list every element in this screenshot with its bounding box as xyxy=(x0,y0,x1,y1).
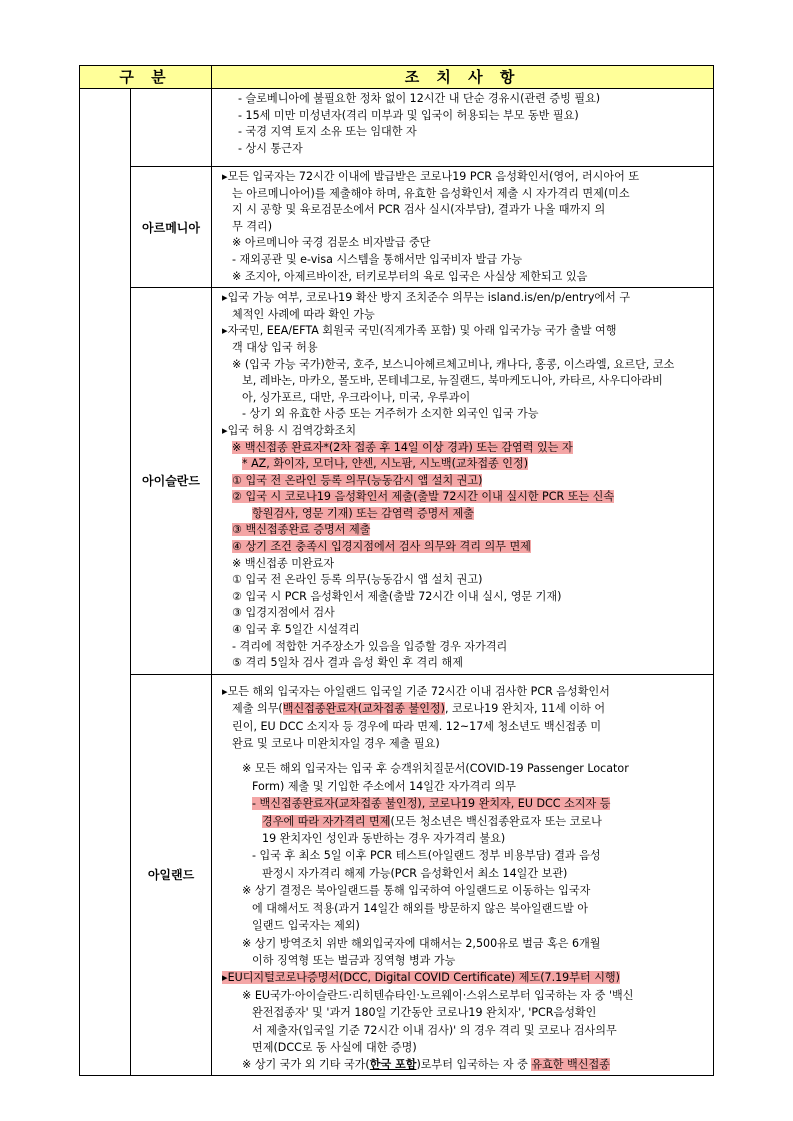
text-line: ▸모든 입국자는 72시간 이내에 발급받은 코로나19 PCR 음성확인서(영어, 러시아어 또 xyxy=(222,170,640,183)
text-line: 경우에 따라 자가격리 면제(모든 청소년은 백신접종완료자 또는 코로나 xyxy=(262,814,602,828)
text-line: ▸입국 허용 시 검역강화조치 xyxy=(222,423,357,437)
text-line: 이하 징역형 또는 벌금과 징역형 병과 가능 xyxy=(252,953,456,967)
highlighted-line: 항원검사, 영문 기재) 또는 감염력 증명서 제출 xyxy=(252,506,474,520)
highlighted-text: 백신접종완료자(교차접종 불인정) xyxy=(282,702,445,716)
highlighted-line: ② 입국 시 코로나19 음성확인서 제출(출발 72시간 이내 실시한 PCR 또는 신속 xyxy=(232,490,615,504)
highlighted-line: ④ 상기 조건 충족시 입경지점에서 검사 의무와 격리 의무 면제 xyxy=(232,540,531,554)
table-row xyxy=(80,167,714,288)
text-line: 완료 및 코로나 미완치자일 경우 제출 필요) xyxy=(232,737,440,751)
text-line: 무 격리) xyxy=(232,219,273,233)
text-line: ※ 상기 방역조치 위반 해외입국자에 대해서는 2,500유로 벌금 혹은 6개월 xyxy=(242,936,601,950)
measures-table xyxy=(79,65,714,1076)
measures-cell xyxy=(212,674,714,1075)
country-cell xyxy=(131,89,212,167)
highlighted-line: * AZ, 화이자, 모더나, 얀센, 시노팜, 시노백(교차접종 인정) xyxy=(242,457,529,471)
text-line: ※ 아르메니아 국경 검문소 비자발급 중단 xyxy=(232,236,431,250)
highlighted-text: 유효한 백신접종 xyxy=(531,1058,610,1072)
text-line: - 상시 통근자 xyxy=(238,141,303,155)
text-line: - 입국 후 최소 5일 이후 PCR 테스트(아일랜드 정부 비용부담) 결과 음성 xyxy=(252,849,601,863)
highlighted-line: ▸EU디지털코로나증명서(DCC, Digital COVID Certificate) 제도(7.19부터 시행) xyxy=(222,971,620,985)
text-line: 객 대상 입국 허용 xyxy=(232,340,318,354)
text-line: 완전접종자' 및 '과거 180일 기간동안 코로나19 완치자', 'PCR음성확인 xyxy=(252,1006,597,1020)
table-header xyxy=(80,66,714,89)
text-line: 는 아르메니아어)를 제출해야 하며, 유효한 음성확인서 제출 시 자가격리 면제(미소 xyxy=(232,186,630,200)
text-line: ▸모든 해외 입국자는 아일랜드 입국일 기준 72시간 이내 검사한 PCR 음성확인서 xyxy=(222,684,610,698)
text-line: 지 시 공항 및 육로검문소에서 PCR 검사 실시(자부담), 결과가 나올 때까지 의 xyxy=(232,203,606,217)
text-line: - 상기 외 유효한 사증 또는 거주허가 소지한 외국인 입국 가능 xyxy=(242,407,539,421)
text-line: - 재외공관 및 e-visa 시스템을 통해서만 입국비자 발급 가능 xyxy=(232,252,523,266)
header-category: 구 분 xyxy=(80,66,212,89)
text-line: 보, 레바논, 마카오, 몰도바, 몬테네그로, 뉴질랜드, 북마케도니아, 카타르, 사우디아라비 xyxy=(242,374,663,388)
highlighted-line: ③ 백신접종완료 증명서 제출 xyxy=(232,523,371,537)
text-line: 린이, EU DCC 소지자 등 경우에 따라 면제. 12~17세 청소년도 백신접종 미 xyxy=(232,719,602,733)
country-cell: 아일랜드 xyxy=(131,674,212,1075)
text-line: 제출 의무(백신접종완료자(교차접종 불인정), 코로나19 완치자, 11세 이하 어 xyxy=(232,702,606,716)
text-line: ※ 상기 국가 외 기타 국가(한국 포함)로부터 입국하는 자 중 유효한 백신접종 xyxy=(242,1058,610,1072)
text-line: ▸입국 가능 여부, 코로나19 확산 방지 조치준수 의무는 island.is/en/p/entry에서 구 xyxy=(222,291,631,305)
text-line: ※ (입국 가능 국가)한국, 호주, 보스니아헤르체고비나, 캐나다, 홍콩, 이스라엘, 요르단, 코소 xyxy=(232,357,675,371)
header-measures: 조 치 사 항 xyxy=(212,66,714,89)
text-line: 19 완치자인 성인과 동반하는 경우 자가격리 불요) xyxy=(262,832,506,846)
table-row xyxy=(80,89,714,167)
text-line: ② 입국 시 PCR 음성확인서 제출(출발 72시간 이내 실시, 영문 기재) xyxy=(232,589,562,603)
table-row xyxy=(80,674,714,1075)
text-line: ※ EU국가·아이슬란드·리히텐슈타인·노르웨이·스위스로부터 입국하는 자 중 '백신 xyxy=(242,988,634,1002)
country-cell: 아이슬란드 xyxy=(131,288,212,675)
text-line: 면제(DCC로 동 사실에 대한 증명) xyxy=(252,1040,417,1054)
text-line: 판정시 자가격리 해제 가능(PCR 음성확인서 최소 14일간 보관) xyxy=(262,866,568,880)
region-cell xyxy=(80,89,131,1076)
text-line: ※ 상기 결정은 북아일랜드를 통해 입국하여 아일랜드로 이동하는 입국자 xyxy=(242,884,591,898)
highlighted-line: ※ 백신접종 완료자*(2차 접종 후 14일 이상 경과) 또는 감염력 있는 자 xyxy=(232,440,573,454)
text-line: 일랜드 입국자는 제외) xyxy=(252,919,360,933)
text-line: ④ 입국 후 5일간 시설격리 xyxy=(232,623,360,637)
text-line: ※ 백신접종 미완료자 xyxy=(232,556,335,570)
text-line: 에 대해서도 적용(과거 14일간 해외를 방문하지 않은 북아일랜드발 아 xyxy=(252,901,589,915)
text-line: - 격리에 적합한 거주장소가 있음을 입증할 경우 자가격리 xyxy=(232,639,508,653)
emphasized-text: 한국 포함 xyxy=(369,1058,417,1072)
measures-cell xyxy=(212,89,714,167)
measures-cell xyxy=(212,167,714,288)
text-line: 체적인 사례에 따라 확인 가능 xyxy=(232,307,375,321)
country-cell: 아르메니아 xyxy=(131,167,212,288)
highlighted-line: ① 입국 전 온라인 등록 의무(능동감시 앱 설치 권고) xyxy=(232,473,483,487)
text-line: ※ 조지아, 아제르바이잔, 터키로부터의 육로 입국은 사실상 제한되고 있음 xyxy=(232,269,588,283)
text-line: ① 입국 전 온라인 등록 의무(능동감시 앱 설치 권고) xyxy=(232,573,483,587)
text-line: - 국경 지역 토지 소유 또는 임대한 자 xyxy=(238,125,417,139)
table-row xyxy=(80,288,714,675)
text-line: - 15세 미만 미성년자(격리 미부과 및 입국이 허용되는 부모 동반 필요) xyxy=(238,108,579,122)
text-line: ③ 입경지점에서 검사 xyxy=(232,606,335,620)
text-line: 서 제출자(입국일 기준 72시간 이내 검사)' 의 경우 격리 및 코로나 검사의무 xyxy=(252,1023,617,1037)
highlighted-text: - 백신접종완료자(교차접종 불인정), 코로나19 완치자, EU DCC 소지자 등 xyxy=(252,797,611,811)
text-line: - 슬로베니아에 불필요한 정차 없이 12시간 내 단순 경유시(관련 증빙 필요) xyxy=(238,92,601,105)
text-line: ※ 모든 해외 입국자는 입국 후 승객위치질문서(COVID-19 Passenger Locator xyxy=(242,762,629,776)
text-line: ▸자국민, EEA/EFTA 회원국 국민(직계가족 포함) 및 아래 입국가능 국가 출발 여행 xyxy=(222,324,617,338)
highlighted-text: 경우에 따라 자가격리 면제 xyxy=(262,814,391,828)
text-line: 아, 싱가포르, 대만, 우크라이나, 미국, 우루과이 xyxy=(242,390,471,404)
text-line: Form) 제출 및 기입한 주소에서 14일간 자가격리 의무 xyxy=(252,779,516,793)
measures-cell xyxy=(212,288,714,675)
text-line: ⑤ 격리 5일차 검사 결과 음성 확인 후 격리 해제 xyxy=(232,656,463,670)
